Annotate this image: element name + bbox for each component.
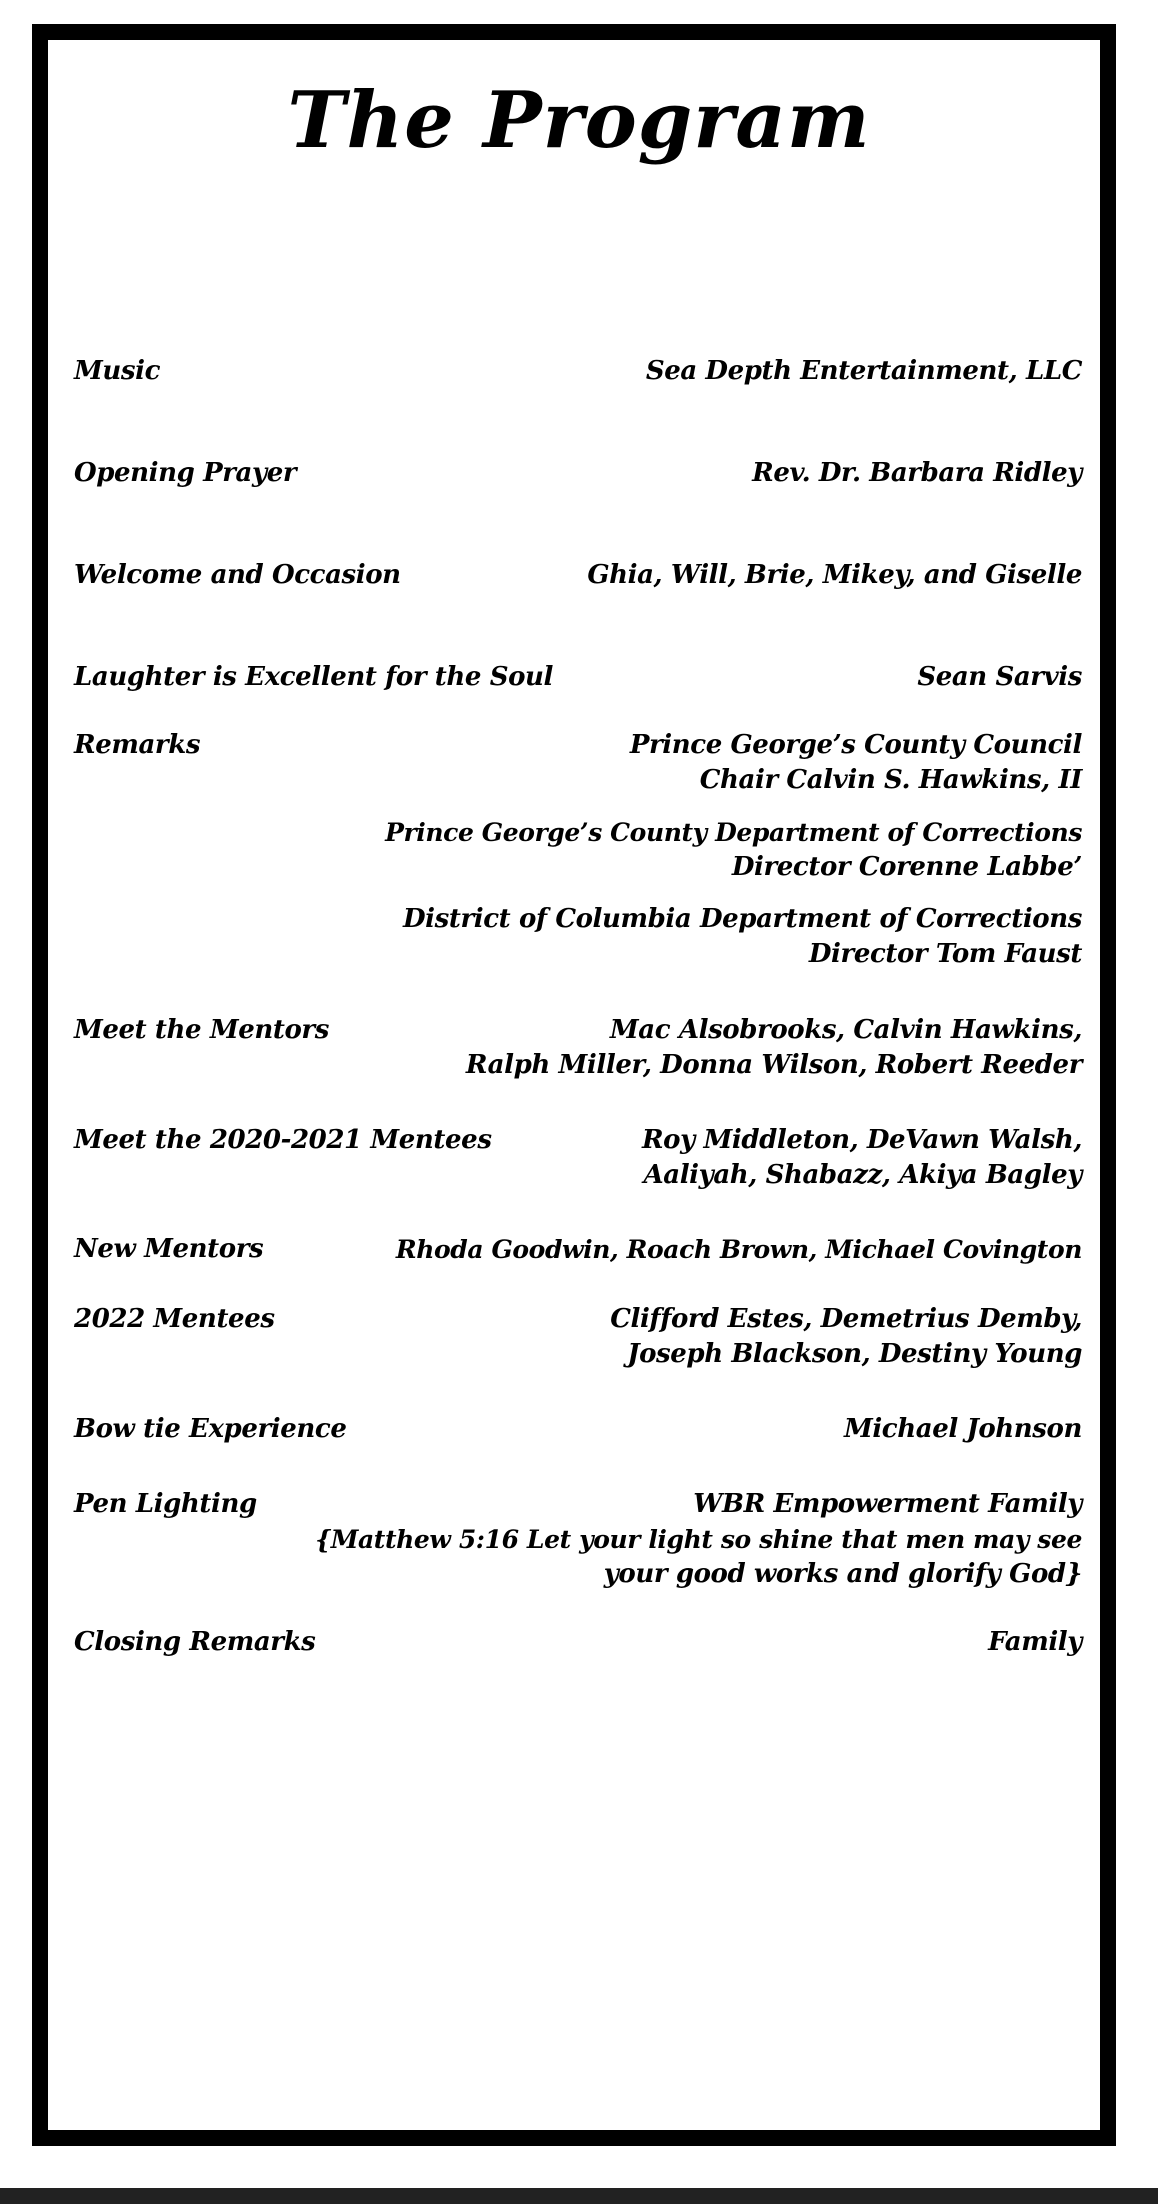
program-item-value-line: Aaliyah, Shabazz, Akiya Bagley (643, 1160, 1082, 1190)
program-item-value (752, 456, 1082, 491)
program-item-value (466, 1013, 1082, 1083)
program-item-value-line: Clifford Estes, Demetrius Demby, (610, 1304, 1082, 1334)
program-item-value-line: Joseph Blackson, Destiny Young (627, 1339, 1082, 1369)
program-item-label: Remarks (74, 730, 201, 760)
program-item-value (646, 354, 1082, 389)
program-item-value (587, 558, 1082, 593)
program-item-value-line: Sean Sarvis (917, 662, 1082, 692)
program-item-value-line: {Matthew 5:16 Let your light so shine that men may see (315, 1525, 1082, 1554)
program-item-value (988, 1625, 1082, 1660)
program-item-label: Music (74, 356, 161, 386)
page-title: The Program (287, 75, 871, 166)
program-item-value-line: WBR Empowerment Family (693, 1489, 1082, 1519)
program-item-value-line: Sea Depth Entertainment, LLC (645, 356, 1082, 386)
bottom-edge-bar (0, 2188, 1158, 2204)
program-item-label: Closing Remarks (74, 1627, 316, 1657)
program-item-label: New Mentors (74, 1234, 264, 1264)
program-item-value (396, 1232, 1082, 1267)
program-item-label: Meet the Mentors (74, 1015, 329, 1045)
program-item-value-line: District of Columbia Department of Corrections (403, 904, 1082, 934)
page-frame (32, 24, 1116, 2146)
program-item-value-line: Director Corenne Labbe’ (731, 852, 1082, 882)
program-item-value-line: Mac Alsobrooks, Calvin Hawkins, (609, 1015, 1082, 1045)
program-item-value-line: your good works and glorify God} (603, 1559, 1082, 1589)
program-item-value-line: Prince George’s County Council (629, 730, 1082, 760)
program-item-value (630, 728, 1082, 798)
program-item-value-line: Ralph Miller, Donna Wilson, Robert Reeder (465, 1050, 1082, 1080)
program-item-label: Meet the 2020-2021 Mentees (74, 1125, 492, 1155)
program-item-value (610, 1302, 1082, 1372)
program-item-label: 2022 Mentees (74, 1304, 275, 1334)
program-item-value (403, 902, 1082, 972)
program-item-label: Bow tie Experience (74, 1414, 347, 1444)
program-item-value-line: Chair Calvin S. Hawkins, II (699, 765, 1082, 795)
program-item-value-line: Roy Middleton, DeVawn Walsh, (641, 1125, 1082, 1155)
program-item-value-line: Rev. Dr. Barbara Ridley (752, 458, 1082, 488)
program-item-value (917, 660, 1082, 695)
program-item-label: Pen Lighting (74, 1489, 257, 1519)
program-item-value-line: Ghia, Will, Brie, Mikey, and Giselle (587, 560, 1082, 590)
program-item-value-line: Michael Johnson (843, 1414, 1082, 1444)
program-item-value-line: Family (988, 1627, 1082, 1657)
program-item-value (844, 1412, 1082, 1447)
program-item-value (385, 815, 1082, 885)
program-item-value-line: Director Tom Faust (808, 939, 1082, 969)
program-item-value (642, 1123, 1082, 1193)
program-item-value-line: Prince George’s County Department of Corrections (385, 818, 1082, 847)
program-item-label: Laughter is Excellent for the Soul (74, 662, 554, 692)
program-item-value-line: Rhoda Goodwin, Roach Brown, Michael Covington (395, 1235, 1082, 1264)
program-item-label: Welcome and Occasion (74, 560, 401, 590)
program-item-label: Opening Prayer (74, 458, 297, 488)
program-item-value (315, 1487, 1082, 1592)
